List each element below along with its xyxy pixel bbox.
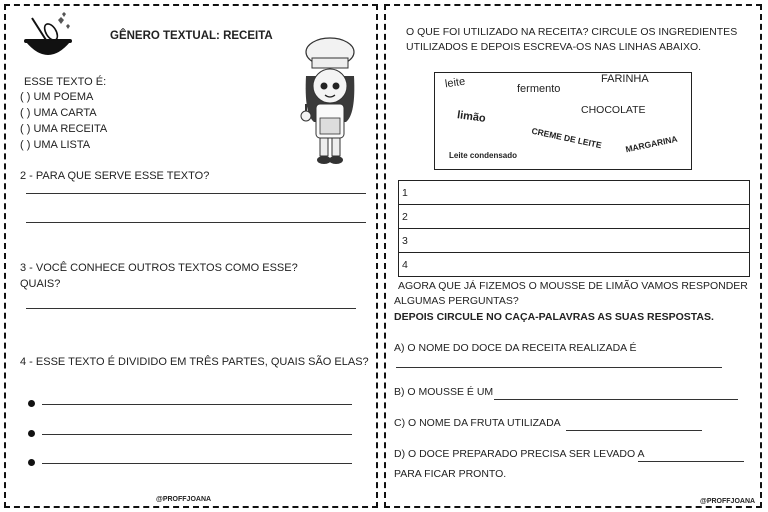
credit: @PROFFJOANA	[700, 498, 756, 505]
bold-instruction: DEPOIS CIRCULE NO CAÇA-PALAVRAS AS SUAS RESPOSTAS.	[394, 311, 714, 323]
answer-line[interactable]	[26, 193, 366, 194]
option-lista[interactable]: ( ) UMA LISTA	[20, 139, 91, 151]
answer-line[interactable]	[638, 461, 744, 462]
word-limao[interactable]: limão	[456, 109, 487, 125]
answer-line[interactable]	[494, 399, 738, 400]
answer-line[interactable]	[42, 404, 352, 405]
q2-text: 2 - PARA QUE SERVE ESSE TEXTO?	[20, 170, 210, 182]
word-creme-de-leite[interactable]: CREME DE LEITE	[530, 125, 603, 151]
question-b: B) O MOUSSE É UM	[394, 386, 494, 398]
row-number: 4	[399, 253, 750, 277]
answer-line[interactable]	[26, 222, 366, 223]
table-row[interactable]	[399, 253, 750, 277]
bullet-icon	[28, 459, 35, 466]
bullet-icon	[28, 430, 35, 437]
question-d-2: PARA FICAR PRONTO.	[394, 468, 507, 480]
instruction-line-1: O QUE FOI UTILIZADO NA RECEITA? CIRCULE OS INGREDIENTES	[406, 26, 738, 38]
table-row[interactable]	[399, 181, 750, 205]
option-poema[interactable]: ( ) UM POEMA	[20, 91, 94, 103]
word-fermento[interactable]: fermento	[517, 83, 561, 95]
q4-text: 4 - ESSE TEXTO É DIVIDIDO EM TRÊS PARTES, QUAIS SÃO ELAS?	[20, 356, 369, 368]
q1-heading: ESSE TEXTO É:	[24, 76, 107, 88]
answer-line[interactable]	[26, 308, 356, 309]
word-leite[interactable]: leite	[444, 75, 466, 91]
right-worksheet-page	[384, 4, 762, 508]
intro-line-1: AGORA QUE JÁ FIZEMOS O MOUSSE DE LIMÃO VAMOS RESPONDER	[398, 280, 748, 292]
bullet-icon	[28, 400, 35, 407]
ingredients-box	[434, 72, 692, 170]
instruction-line-2: UTILIZADOS E DEPOIS ESCREVA-OS NAS LINHAS ABAIXO.	[406, 41, 702, 53]
question-a: A) O NOME DO DOCE DA RECEITA REALIZADA É	[394, 342, 637, 354]
answer-line[interactable]	[566, 430, 702, 431]
answer-line[interactable]	[396, 367, 722, 368]
page-title: GÊNERO TEXTUAL: RECEITA	[110, 30, 273, 42]
option-receita[interactable]: ( ) UMA RECEITA	[20, 123, 108, 135]
left-worksheet-page	[4, 4, 378, 508]
answer-line[interactable]	[42, 463, 352, 464]
row-number: 3	[399, 229, 750, 253]
table-row[interactable]	[399, 229, 750, 253]
answer-line[interactable]	[42, 434, 352, 435]
answer-table	[398, 180, 750, 277]
word-farinha[interactable]: FARINHA	[601, 73, 649, 85]
chef-girl-illustration	[294, 36, 366, 170]
word-margarina[interactable]: MARGARINA	[624, 133, 679, 155]
credit: @PROFFJOANA	[156, 496, 212, 503]
word-chocolate[interactable]: CHOCOLATE	[581, 104, 646, 116]
q3-text: 3 - VOCÊ CONHECE OUTROS TEXTOS COMO ESSE?	[20, 262, 298, 274]
intro-line-2: ALGUMAS PERGUNTAS?	[394, 295, 519, 307]
word-leite-condensado[interactable]: Leite condensado	[449, 151, 518, 160]
table-row[interactable]	[399, 205, 750, 229]
row-number: 2	[399, 205, 750, 229]
row-number: 1	[399, 181, 750, 205]
question-d: D) O DOCE PREPARADO PRECISA SER LEVADO A	[394, 448, 645, 460]
mixing-bowl-icon	[20, 12, 76, 66]
q3-text-2: QUAIS?	[20, 278, 61, 290]
option-carta[interactable]: ( ) UMA CARTA	[20, 107, 97, 119]
question-c: C) O NOME DA FRUTA UTILIZADA	[394, 417, 561, 429]
